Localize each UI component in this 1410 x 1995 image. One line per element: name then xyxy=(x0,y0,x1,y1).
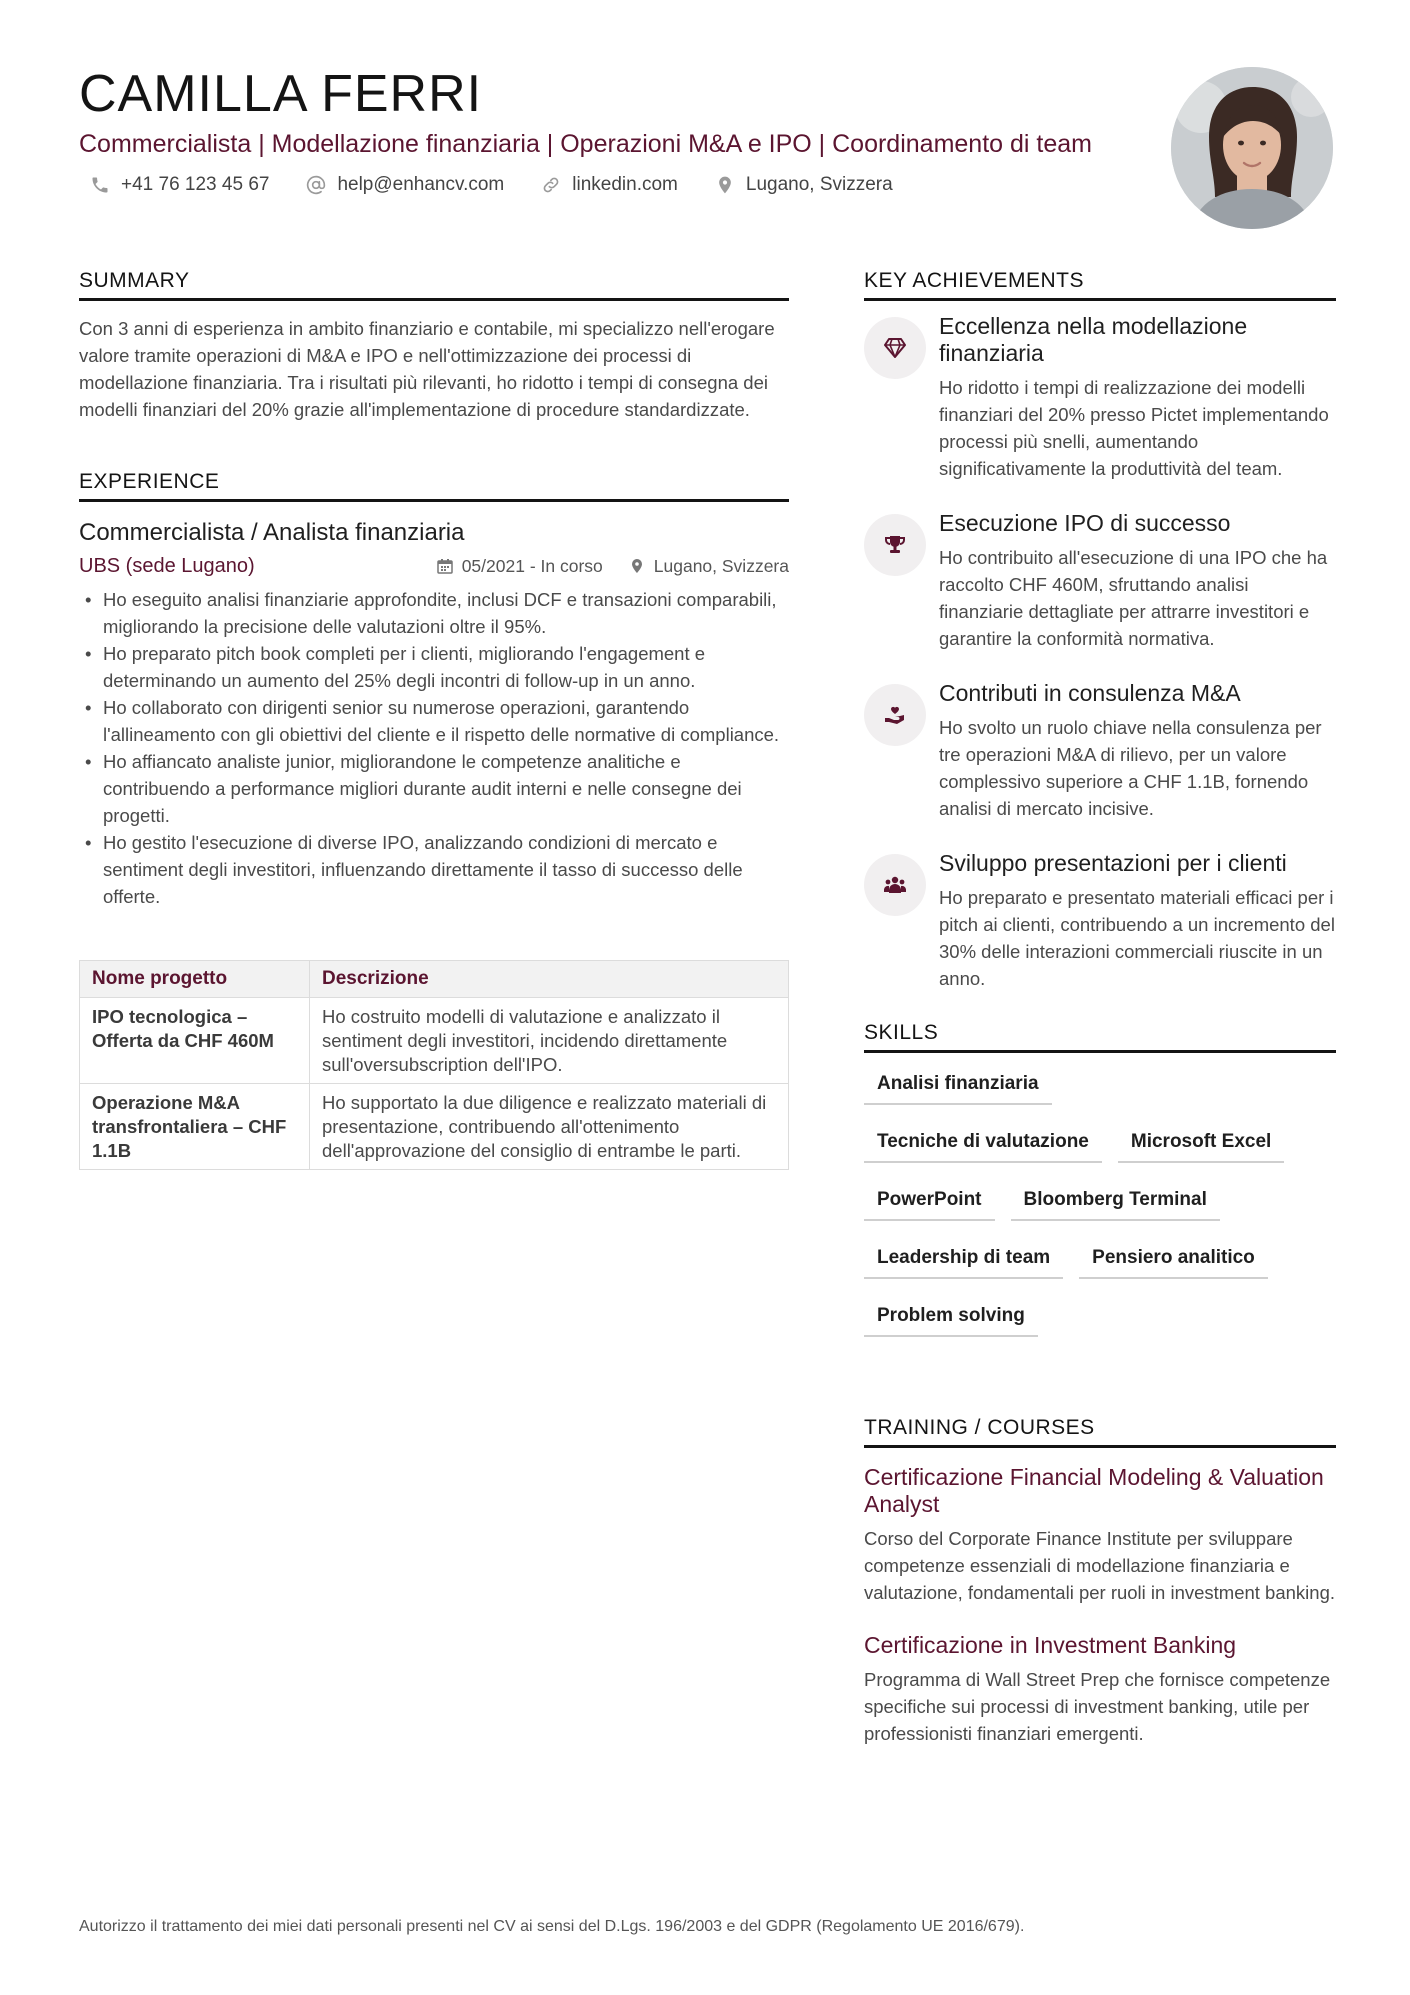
hand-heart-icon xyxy=(864,684,926,746)
diamond-icon xyxy=(864,317,926,379)
achievement-title: Esecuzione IPO di successo xyxy=(939,510,1231,536)
map-pin-icon xyxy=(714,174,736,196)
company-name: UBS (sede Lugano) xyxy=(79,554,255,577)
achievements-section xyxy=(864,268,1336,992)
location-text: Lugano, Svizzera xyxy=(745,174,893,195)
map-pin-icon xyxy=(629,558,645,574)
skills-list xyxy=(864,1065,1336,1355)
achievement-title: Sviluppo presentazioni per i clienti xyxy=(939,850,1287,876)
table-row xyxy=(80,998,789,1084)
list-item: • Ho gestito l'esecuzione di diverse IPO, analizzando condizioni di mercato e sentiment degli investitori, influenzando direttamente il tasso di successo delle offerte. xyxy=(79,829,789,910)
course-title: Certificazione in Investment Banking xyxy=(864,1632,1237,1658)
list-item: • Ho eseguito analisi finanziarie approfondite, inclusi DCF e transazioni comparabili, migliorando la precisione delle valutazioni oltre il 95%. xyxy=(79,586,789,640)
skill-tag: Analisi finanziaria xyxy=(864,1065,1052,1105)
link-icon xyxy=(540,174,562,196)
table-header-row xyxy=(80,961,789,998)
skill-tag: Problem solving xyxy=(864,1297,1038,1337)
list-item: • Ho collaborato con dirigenti senior su numerose operazioni, garantendo l'allineamento con gli obiettivi del cliente e il rispetto delle normative di compliance. xyxy=(79,694,789,748)
projects-table xyxy=(79,960,789,1170)
job-dates xyxy=(437,556,603,577)
list-item: • Ho affiancato analiste junior, migliorandone le competenze analitiche e contribuendo a performance migliori durante audit interni e nelle consegne dei progetti. xyxy=(79,748,789,829)
table-header-project: Nome progetto xyxy=(80,961,310,998)
achievement-item xyxy=(864,313,1336,482)
resume-header xyxy=(79,64,1159,200)
achievement-description: Ho ridotto i tempi di realizzazione dei modelli finanziari del 20% presso Pictet implementando processi più snelli, aumentando significativamente la produttività del team. xyxy=(939,377,1329,479)
job-dates-text: 05/2021 - In corso xyxy=(461,555,603,576)
achievement-item xyxy=(864,510,1336,652)
job-location xyxy=(629,556,789,577)
project-name: IPO tecnologica – Offerta da CHF 460M xyxy=(80,998,310,1084)
trophy-icon xyxy=(864,514,926,576)
achievement-item xyxy=(864,680,1336,822)
achievement-description: Ho svolto un ruolo chiave nella consulenza per tre operazioni M&A di rilievo, per un valore complessivo superiore a CHF 1.1B, fornendo analisi di mercato incisive. xyxy=(939,717,1322,819)
achievement-title: Eccellenza nella modellazione finanziaria xyxy=(939,313,1248,366)
phone-icon xyxy=(89,174,111,196)
contact-linkedin[interactable] xyxy=(530,174,678,196)
project-description: Ho supportato la due diligence e realizzato materiali di presentazione, contribuendo all'ottenimento dell'approvazione del consiglio di entrambe le parti. xyxy=(310,1084,789,1170)
table-header-description: Descrizione xyxy=(310,961,789,998)
list-item: • Ho preparato pitch book completi per i clienti, migliorando l'engagement e determinando un aumento del 25% degli incontri di follow-up in un anno. xyxy=(79,640,789,694)
course-title: Certificazione Financial Modeling & Valuation Analyst xyxy=(864,1464,1324,1517)
course-item xyxy=(864,1632,1336,1747)
at-icon xyxy=(305,174,327,196)
phone-text: +41 76 123 45 67 xyxy=(121,174,270,195)
summary-text: Con 3 anni di esperienza in ambito finanziario e contabile, mi specializzo nell'erogare valore tramite operazioni di M&A e IPO e nell'ottimizzazione dei processi di modellazione finanziaria. Tra i risultati più rilevanti, ho ridotto i tempi di consegna dei modelli finanziari del 20% grazie all'implementazione di procedure standardizzate. xyxy=(79,318,775,420)
course-item xyxy=(864,1464,1336,1606)
contact-phone[interactable] xyxy=(79,174,269,196)
achievement-description: Ho preparato e presentato materiali efficaci per i pitch ai clienti, contribuendo a un incremento del 30% delle interazioni commerciali riuscite in un anno. xyxy=(939,887,1335,989)
experience-section xyxy=(79,469,789,1170)
skill-tag: PowerPoint xyxy=(864,1181,995,1221)
summary-section xyxy=(79,268,789,423)
achievements-list xyxy=(864,313,1336,992)
achievements-title: KEY ACHIEVEMENTS xyxy=(864,268,1336,301)
email-text: help@enhancv.com xyxy=(337,174,505,195)
training-section xyxy=(864,1415,1336,1747)
job-location-text: Lugano, Svizzera xyxy=(653,555,789,576)
course-description: Programma di Wall Street Prep che fornisce competenze specifiche sui processi di investment banking, utile per professionisti finanziari emergenti. xyxy=(864,1669,1331,1744)
contact-bar xyxy=(79,170,1159,200)
skills-title: SKILLS xyxy=(864,1020,1336,1053)
table-row xyxy=(80,1084,789,1170)
training-title: TRAINING / COURSES xyxy=(864,1415,1336,1448)
job-title: Commercialista / Analista finanziaria xyxy=(79,519,465,546)
left-column xyxy=(79,268,789,1170)
linkedin-text: linkedin.com xyxy=(572,174,678,195)
skill-tag: Leadership di team xyxy=(864,1239,1063,1279)
users-icon xyxy=(864,854,926,916)
contact-location xyxy=(704,174,893,196)
skill-tag: Tecniche di valutazione xyxy=(864,1123,1102,1163)
candidate-name: CAMILLA FERRI xyxy=(79,65,483,123)
experience-title: EXPERIENCE xyxy=(79,469,789,502)
privacy-footer: Autorizzo il trattamento dei miei dati personali presenti nel CV ai sensi del D.Lgs. 196/2003 e del GDPR (Regolamento UE 2016/679). xyxy=(79,1918,1025,1935)
achievement-item xyxy=(864,850,1336,992)
skill-tag: Bloomberg Terminal xyxy=(1011,1181,1220,1221)
skill-tag: Pensiero analitico xyxy=(1079,1239,1268,1279)
course-description: Corso del Corporate Finance Institute per sviluppare competenze essenziali di modellazione finanziaria e valutazione, fondamentali per ruoli in investment banking. xyxy=(864,1528,1336,1603)
achievement-title: Contributi in consulenza M&A xyxy=(939,680,1241,706)
calendar-icon xyxy=(437,558,453,574)
right-column xyxy=(864,268,1336,1747)
skill-tag: Microsoft Excel xyxy=(1118,1123,1284,1163)
candidate-headline: Commercialista | Modellazione finanziaria | Operazioni M&A e IPO | Coordinamento di team xyxy=(79,130,1092,158)
achievement-description: Ho contribuito all'esecuzione di una IPO che ha raccolto CHF 460M, sfruttando analisi finanziarie dettagliate per attrarre investitori e garantire la conformità normativa. xyxy=(939,547,1328,649)
summary-title: SUMMARY xyxy=(79,268,789,301)
avatar xyxy=(1171,67,1333,229)
skills-section xyxy=(864,1020,1336,1355)
project-name: Operazione M&A transfrontaliera – CHF 1.1B xyxy=(80,1084,310,1170)
contact-email[interactable] xyxy=(295,174,504,196)
job-meta xyxy=(79,552,789,580)
job-bullets xyxy=(79,586,789,910)
project-description: Ho costruito modelli di valutazione e analizzato il sentiment degli investitori, incidendo direttamente sull'oversubscription dell'IPO. xyxy=(310,998,789,1084)
